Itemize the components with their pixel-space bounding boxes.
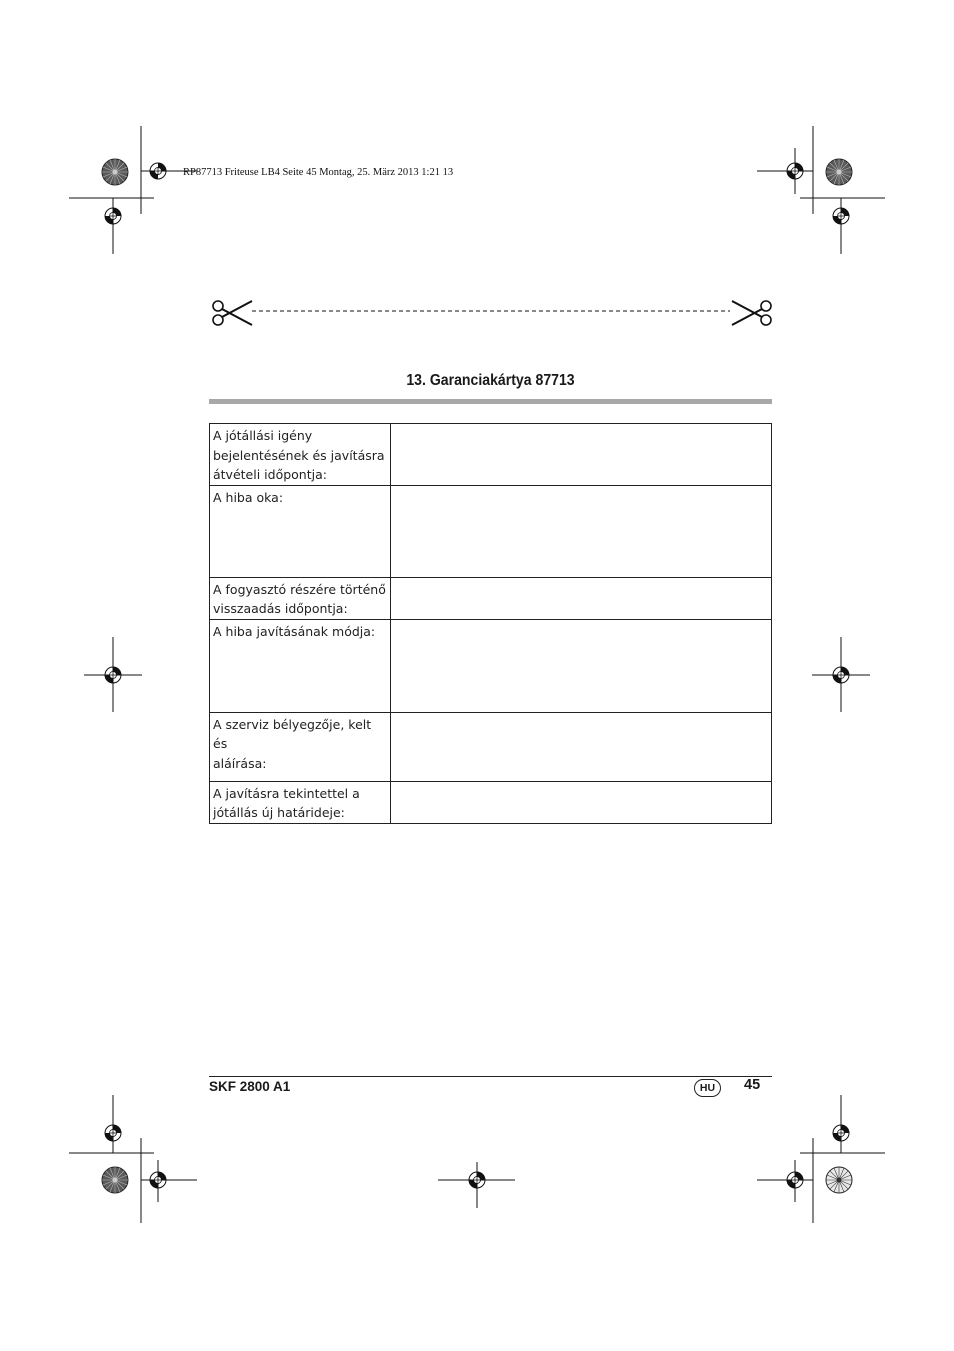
row-value-field[interactable] — [391, 781, 772, 823]
row-value-field[interactable] — [391, 485, 772, 577]
registration-mark-icon — [150, 163, 166, 179]
table-row — [210, 577, 772, 619]
registration-mark-icon — [150, 1172, 166, 1188]
registration-mark-icon — [833, 667, 849, 683]
footer-model: SKF 2800 A1 — [209, 1079, 291, 1094]
language-badge: HU — [694, 1079, 721, 1097]
color-wheel-icon — [102, 159, 128, 185]
row-value-field[interactable] — [391, 712, 772, 781]
row-label: A javításra tekintettel a jótállás új határideje: — [210, 781, 391, 823]
row-label: A hiba javításának módja: — [210, 619, 391, 712]
color-wheel-icon — [826, 159, 852, 185]
registration-mark-icon — [833, 208, 849, 224]
color-wheel-icon — [826, 1167, 852, 1193]
scissors-icon — [213, 301, 252, 325]
table-row — [210, 619, 772, 712]
footer-rule — [209, 1076, 772, 1077]
row-label: A fogyasztó részére történő visszaadás időpontja: — [210, 577, 391, 619]
row-value-field[interactable] — [391, 424, 772, 486]
registration-mark-icon — [105, 208, 121, 224]
registration-mark-icon — [787, 163, 803, 179]
registration-mark-icon — [105, 667, 121, 683]
row-value-field[interactable] — [391, 577, 772, 619]
printer-slug: RP87713 Friteuse LB4 Seite 45 Montag, 25. März 2013 1:21 13 — [183, 167, 454, 178]
row-label: A jótállási igény bejelentésének és javításra átvételi időpontja: — [210, 424, 391, 486]
registration-mark-icon — [105, 1125, 121, 1141]
warranty-card-table — [209, 423, 772, 824]
table-row — [210, 712, 772, 781]
scissors-icon — [732, 301, 771, 325]
page-number: 45 — [744, 1077, 761, 1093]
table-row — [210, 424, 772, 486]
registration-mark-icon — [469, 1172, 485, 1188]
row-value-field[interactable] — [391, 619, 772, 712]
title-rule — [209, 399, 772, 404]
table-row — [210, 781, 772, 823]
color-wheel-icon — [102, 1167, 128, 1193]
row-label: A szerviz bélyegzője, kelt és aláírása: — [210, 712, 391, 781]
registration-mark-icon — [833, 1125, 849, 1141]
page-title: 13. Garanciakártya 87713 — [406, 372, 575, 389]
table-row — [210, 485, 772, 577]
registration-mark-icon — [787, 1172, 803, 1188]
row-label: A hiba oka: — [210, 485, 391, 577]
